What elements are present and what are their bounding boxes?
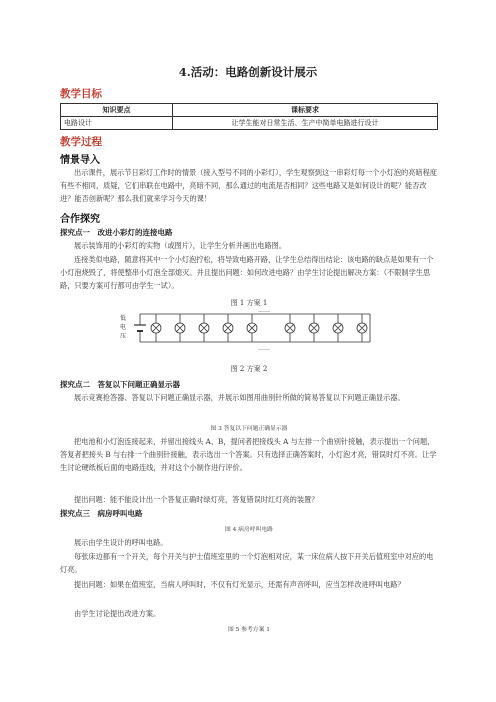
subheading-intro: 情景导入 bbox=[60, 155, 100, 166]
ellipsis-top: …… bbox=[258, 307, 270, 314]
figure-4-caption: 图 4 病房呼叫电路 bbox=[225, 527, 273, 533]
explore-point-2-heading: 探究点二 答复以下问题正确显示器 bbox=[60, 380, 180, 389]
table-cell-standard: 让学生能对日常生活、生产中简单电路进行设计 bbox=[173, 117, 438, 130]
ep3-paragraph-2: 每张床边都有一个开关，每个开关与护士值班室里的一个灯泡相对应，某一床位病人按下开关后值班室中对应的电灯亮。 bbox=[60, 552, 434, 574]
table-cell-knowledge: 电路设计 bbox=[61, 117, 173, 130]
section-heading-process: 教学过程 bbox=[60, 136, 102, 148]
goals-table bbox=[60, 103, 438, 130]
table-header-row bbox=[61, 104, 438, 117]
ep3-paragraph-4: 由学生讨论提出改进方案。 bbox=[74, 609, 161, 618]
table-header-knowledge: 知识要点 bbox=[61, 104, 173, 117]
ep1-paragraph-2: 连接类似电路，随意将其中一个小灯泡拧松，将导致电路开路，让学生总结得出结论：该电路的缺点是如果有一个小灯泡烧毁了，将使整串小灯泡全部熄灭。并且提出问题：如何改进电路？由学生讨论提出解决方案：（不限制学生思路，只要方案可行都可由学生一试）。 bbox=[60, 255, 434, 290]
figure-5-caption: 图 5 参考方案 1 bbox=[228, 627, 270, 633]
section-heading-goals: 教学目标 bbox=[60, 88, 102, 100]
page-title: 4.活动：电路创新设计展示 bbox=[178, 65, 318, 79]
ellipsis-bottom: …… bbox=[258, 345, 270, 352]
ep2-paragraph-3: 提出问题：能不能设计出一个答复正确时绿灯亮，答复错误时红灯亮的装置？ bbox=[74, 495, 319, 504]
lamp-group-right bbox=[285, 314, 367, 342]
circuit-diagram-plan-1 bbox=[130, 306, 380, 352]
subheading-explore: 合作探究 bbox=[60, 214, 100, 225]
ep1-paragraph-1: 展示装饰用的小彩灯的实物（或图片），让学生分析并画出电路图。 bbox=[74, 241, 287, 250]
ep3-paragraph-3: 提出问题：如果在值班室，当病人呼叫时，不仅有灯光显示，还需有声音呼叫，应当怎样改进呼叫电路？ bbox=[74, 580, 405, 589]
explore-point-3-heading: 探究点三 病房呼叫电路 bbox=[60, 509, 143, 518]
intro-paragraph: 出示课件，展示节日彩灯工作时的情景（接入型号不同的小彩灯），学生观察到这一串彩灯每一个小灯泡的亮暗程度有些不相同，质疑，它们串联在电路中，亮暗不同，那么通过的电流是否相同？这些电路又是如何设计的呢？能否改进？能否创新呢？那么我们就来学习今天的课！ bbox=[60, 168, 437, 203]
ep2-paragraph-1: 展示竞赛抢答器、答复以下问题正确显示器，并展示如图用曲别针所做的简易答复以下问题正确显示器。 bbox=[74, 393, 405, 402]
table-header-standard: 课标要求 bbox=[173, 104, 438, 117]
explore-point-1-heading: 探究点一 改进小彩灯的连接电路 bbox=[60, 228, 173, 237]
table-row bbox=[61, 117, 438, 130]
ep2-paragraph-2: 把电池和小灯泡连接起来，并留出接线头 A、B，提问者把接线头 A 与左排一个曲别针接触，表示提出一个问题，答复者把接头 B 与右排一个曲别针接触，表示选出一个答案。只有选择正确答案时，小灯泡才亮，错误时灯不亮。让学生讨论硬纸板后面的电路连线，并对这个小制作进行评价。 bbox=[60, 437, 437, 472]
ep3-paragraph-1: 展示由学生设计的呼叫电路。 bbox=[74, 538, 168, 547]
figure-1-caption: 图 1 方案 1 bbox=[230, 299, 268, 307]
low-voltage-label: 低电压 bbox=[120, 315, 127, 340]
figure-3-caption: 图 3 答复以下问题正确显示器 bbox=[210, 426, 288, 432]
lamp-group-left bbox=[151, 314, 257, 342]
figure-2-caption: 图 2 方案 2 bbox=[230, 365, 268, 373]
